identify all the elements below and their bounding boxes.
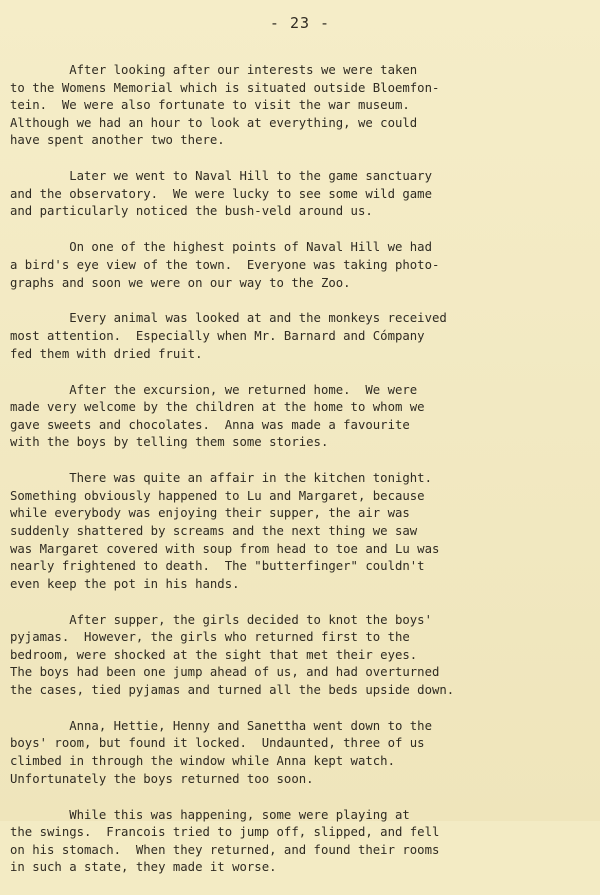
paragraph-5: [10, 382, 596, 452]
paragraph-3: [10, 239, 596, 292]
text-line: Anna, Hettie, Henny and Sanettha went down to the: [10, 718, 432, 733]
text-line: in such a state, they made it worse.: [10, 860, 277, 875]
text-line: nearly frightened to death. The "butterfinger" couldn't: [10, 559, 425, 574]
text-line: on his stomach. When they returned, and found their rooms: [10, 842, 440, 857]
text-line: While this was happening, some were playing at: [10, 807, 410, 822]
text-line: bedroom, were shocked at the sight that met their eyes.: [10, 647, 418, 662]
text-line: pyjamas. However, the girls who returned first to the: [10, 630, 410, 645]
text-line: boys' room, but found it locked. Undaunted, three of us: [10, 736, 425, 751]
document-body: [10, 62, 596, 895]
text-line: and particularly noticed the bush-veld around us.: [10, 204, 373, 219]
text-line: a bird's eye view of the town. Everyone was taking photo-: [10, 257, 440, 272]
text-line: to the Womens Memorial which is situated outside Bloemfon-: [10, 80, 440, 95]
text-line: After supper, the girls decided to knot the boys': [10, 612, 432, 627]
paragraph-6: [10, 470, 596, 593]
text-line: gave sweets and chocolates. Anna was made a favourite: [10, 417, 410, 432]
text-line: On one of the highest points of Naval Hill we had: [10, 240, 432, 255]
page-number: - 23 -: [269, 14, 331, 32]
text-line: the swings. Francois tried to jump off, slipped, and fell: [10, 825, 440, 840]
paragraph-9: [10, 807, 596, 877]
text-line: made very welcome by the children at the home to whom we: [10, 400, 425, 415]
text-line: with the boys by telling them some stories.: [10, 435, 329, 450]
paragraph-7: [10, 612, 596, 700]
paragraph-2: [10, 168, 596, 221]
text-line: climbed in through the window while Anna kept watch.: [10, 754, 395, 769]
paragraph-1: [10, 62, 596, 150]
text-line: tein. We were also fortunate to visit the war museum.: [10, 98, 410, 113]
paragraph-8: [10, 718, 596, 788]
text-line: even keep the pot in his hands.: [10, 576, 240, 591]
text-line: most attention. Especially when Mr. Barnard and Cómpany: [10, 329, 425, 344]
text-line: There was quite an affair in the kitchen tonight.: [10, 471, 432, 486]
text-line: while everybody was enjoying their supper, the air was: [10, 506, 410, 521]
text-line: After the excursion, we returned home. We were: [10, 382, 418, 397]
text-line: fed them with dried fruit.: [10, 346, 203, 361]
text-line: Every animal was looked at and the monkeys received: [10, 311, 447, 326]
text-line: Unfortunately the boys returned too soon.: [10, 771, 314, 786]
paragraph-4: [10, 310, 596, 363]
text-line: Later we went to Naval Hill to the game sanctuary: [10, 169, 432, 184]
text-line: was Margaret covered with soup from head to toe and Lu was: [10, 541, 440, 556]
text-line: suddenly shattered by screams and the next thing we saw: [10, 523, 418, 538]
text-line: graphs and soon we were on our way to the Zoo.: [10, 275, 351, 290]
text-line: Something obviously happened to Lu and Margaret, because: [10, 488, 425, 503]
text-line: have spent another two there.: [10, 133, 225, 148]
text-line: and the observatory. We were lucky to see some wild game: [10, 186, 432, 201]
text-line: The boys had been one jump ahead of us, and had overturned: [10, 665, 440, 680]
text-line: Although we had an hour to look at everything, we could: [10, 115, 418, 130]
text-line: After looking after our interests we were taken: [10, 63, 418, 77]
text-line: the cases, tied pyjamas and turned all the beds upside down.: [10, 683, 455, 697]
